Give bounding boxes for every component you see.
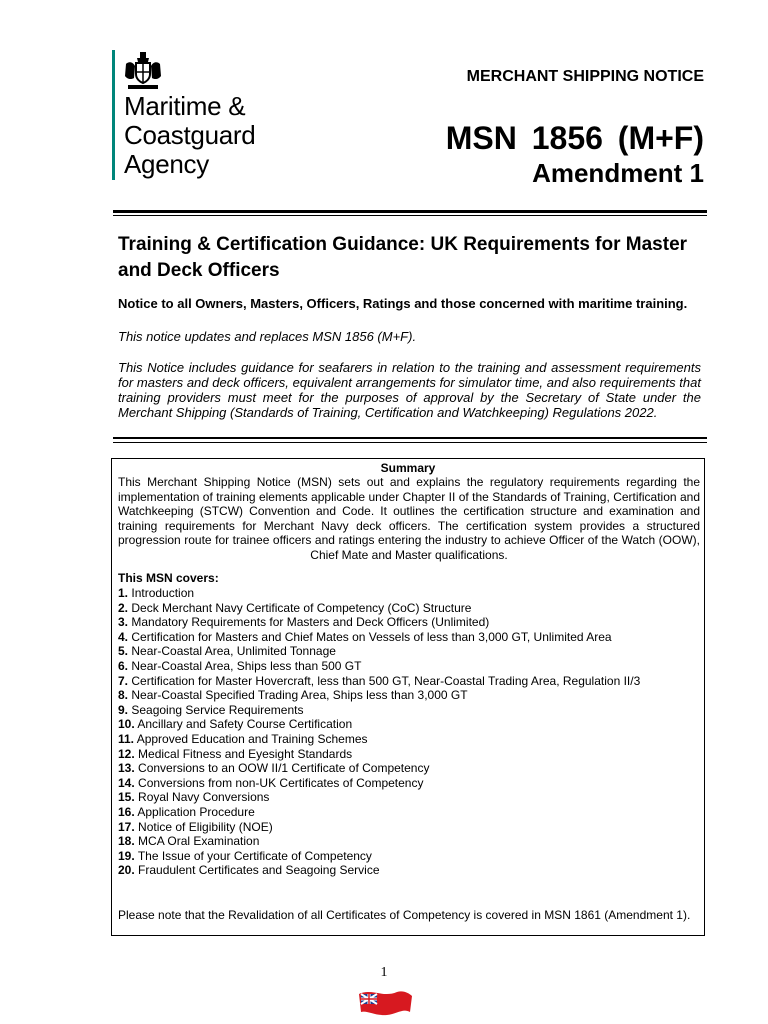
- covers-list-item: [118, 761, 704, 776]
- covers-list-item: [118, 674, 704, 689]
- header-divider: [113, 210, 707, 213]
- covers-item-text: Conversions to an OOW II/1 Certificate of Competency: [138, 761, 430, 776]
- covers-item-text: Mandatory Requirements for Masters and Deck Officers (Unlimited): [131, 615, 490, 630]
- covers-item-text: Near-Coastal Area, Unlimited Tonnage: [131, 644, 336, 659]
- covers-item-number: 6.: [118, 658, 129, 673]
- intro-divider: [113, 437, 707, 439]
- covers-item-number: 11.: [118, 731, 135, 746]
- covers-list-item: [118, 805, 704, 820]
- covers-item-text: Application Procedure: [137, 804, 255, 819]
- covers-list-item: [118, 863, 704, 878]
- amendment-label: Amendment 1: [532, 158, 704, 188]
- covers-item-number: 3.: [118, 615, 129, 630]
- agency-name-line: Agency: [124, 149, 209, 179]
- covers-item-text: Seagoing Service Requirements: [131, 702, 304, 717]
- covers-item-text: Notice of Eligibility (NOE): [138, 819, 273, 834]
- red-ensign-flag-icon: [357, 988, 413, 1018]
- covers-item-text: The Issue of your Certificate of Competency: [137, 848, 372, 863]
- intro-divider-thin: [113, 442, 707, 443]
- covers-list-item: [118, 586, 704, 601]
- covers-item-text: Fraudulent Certificates and Seagoing Service: [138, 863, 380, 878]
- agency-name-line: Maritime &: [124, 91, 246, 121]
- royal-coat-of-arms-icon: [122, 52, 164, 92]
- covers-item-number: 5.: [118, 644, 129, 659]
- covers-item-number: 14.: [118, 775, 135, 790]
- covers-item-number: 8.: [118, 688, 129, 703]
- covers-list-item: [118, 849, 704, 864]
- covers-list-item: [118, 688, 704, 703]
- covers-item-number: 4.: [118, 629, 129, 644]
- summary-box: [111, 458, 705, 936]
- covers-heading: This MSN covers:: [118, 571, 219, 585]
- covers-item-text: Near-Coastal Area, Ships less than 500 GT: [131, 658, 362, 673]
- covers-item-text: Conversions from non-UK Certificates of Competency: [138, 775, 424, 790]
- covers-item-text: Ancillary and Safety Course Certification: [137, 717, 353, 732]
- covers-item-text: Introduction: [131, 586, 195, 600]
- covers-item-number: 7.: [118, 673, 129, 688]
- covers-list-item: [118, 601, 704, 616]
- covers-list: [118, 586, 704, 878]
- notice-type: MERCHANT SHIPPING NOTICE: [466, 68, 704, 85]
- covers-item-text: Medical Fitness and Eyesight Standards: [138, 746, 353, 761]
- covers-list-item: [118, 790, 704, 805]
- covers-item-text: Royal Navy Conversions: [138, 790, 270, 805]
- covers-list-item: [118, 834, 704, 849]
- covers-item-number: 20.: [118, 863, 135, 878]
- page-number: 1: [380, 965, 388, 980]
- covers-item-number: 2.: [118, 600, 129, 615]
- agency-name-line: Coastguard: [124, 120, 256, 150]
- covers-item-text: Certification for Master Hovercraft, less than 500 GT, Near-Coastal Trading Area, Regulation II/3: [131, 673, 641, 688]
- covers-list-item: [118, 732, 704, 747]
- msn-number: MSN 1856 (M+F): [445, 120, 704, 156]
- covers-item-number: 12.: [118, 746, 135, 761]
- covers-item-number: 9.: [118, 702, 129, 717]
- revalidation-note: Please note that the Revalidation of all Certificates of Competency is covered in MSN 1861 (Amendment 1).: [118, 908, 691, 922]
- summary-heading: Summary: [380, 461, 436, 475]
- covers-item-text: MCA Oral Examination: [138, 834, 260, 849]
- covers-item-number: 16.: [118, 804, 135, 819]
- covers-list-item: [118, 703, 704, 718]
- agency-name: [124, 92, 255, 179]
- covers-item-number: 1.: [118, 586, 129, 600]
- covers-list-item: [118, 747, 704, 762]
- covers-item-number: 19.: [118, 848, 135, 863]
- covers-item-text: Approved Education and Training Schemes: [136, 731, 368, 746]
- covers-item-number: 10.: [118, 717, 135, 732]
- covers-list-item: [118, 820, 704, 835]
- covers-list-item: [118, 776, 704, 791]
- covers-item-number: 13.: [118, 761, 135, 776]
- document-title: Training & Certification Guidance: UK Requirements for Master and Deck Officers: [118, 234, 688, 281]
- covers-item-text: Deck Merchant Navy Certificate of Competency (CoC) Structure: [131, 600, 472, 615]
- covers-item-text: Near-Coastal Specified Trading Area, Ships less than 3,000 GT: [131, 688, 468, 703]
- logo-accent-bar: [112, 50, 115, 180]
- replaces-note: This notice updates and replaces MSN 1856 (M+F).: [118, 329, 417, 344]
- covers-item-number: 15.: [118, 790, 135, 805]
- covers-list-item: [118, 659, 704, 674]
- intro-paragraph: This Notice includes guidance for seafarers in relation to the training and assessment requirements for masters and deck officers, equivalent arrangements for simulator time, and also requirements that training providers must meet for the purposes of approval by the Secretary of State under the Merchant Shipping (Standards of Training, Certification and Watchkeeping) Regulations 2022.: [118, 360, 701, 420]
- header-divider-thin: [113, 215, 707, 216]
- covers-list-item: [118, 630, 704, 645]
- covers-item-number: 17.: [118, 819, 135, 834]
- covers-item-text: Certification for Masters and Chief Mates on Vessels of less than 3,000 GT, Unlimited Area: [131, 629, 612, 644]
- summary-text: This Merchant Shipping Notice (MSN) sets out and explains the regulatory requirements regarding the implementation of training elements applicable under Chapter II of the Standards of Training, Certification and Watchkeeping (STCW) Convention and Code. It outlines the certification structure and examination and training requirements for Merchant Navy deck officers. The certification system provides a structured progression route for trainee officers and ratings entering the industry to achieve Officer of the Watch (OOW), Chief Mate and Master qualifications.: [118, 475, 700, 562]
- audience-statement: Notice to all Owners, Masters, Officers, Ratings and those concerned with maritime training.: [118, 296, 688, 311]
- covers-list-item: [118, 615, 704, 630]
- covers-list-item: [118, 717, 704, 732]
- covers-item-number: 18.: [118, 834, 135, 849]
- covers-list-item: [118, 644, 704, 659]
